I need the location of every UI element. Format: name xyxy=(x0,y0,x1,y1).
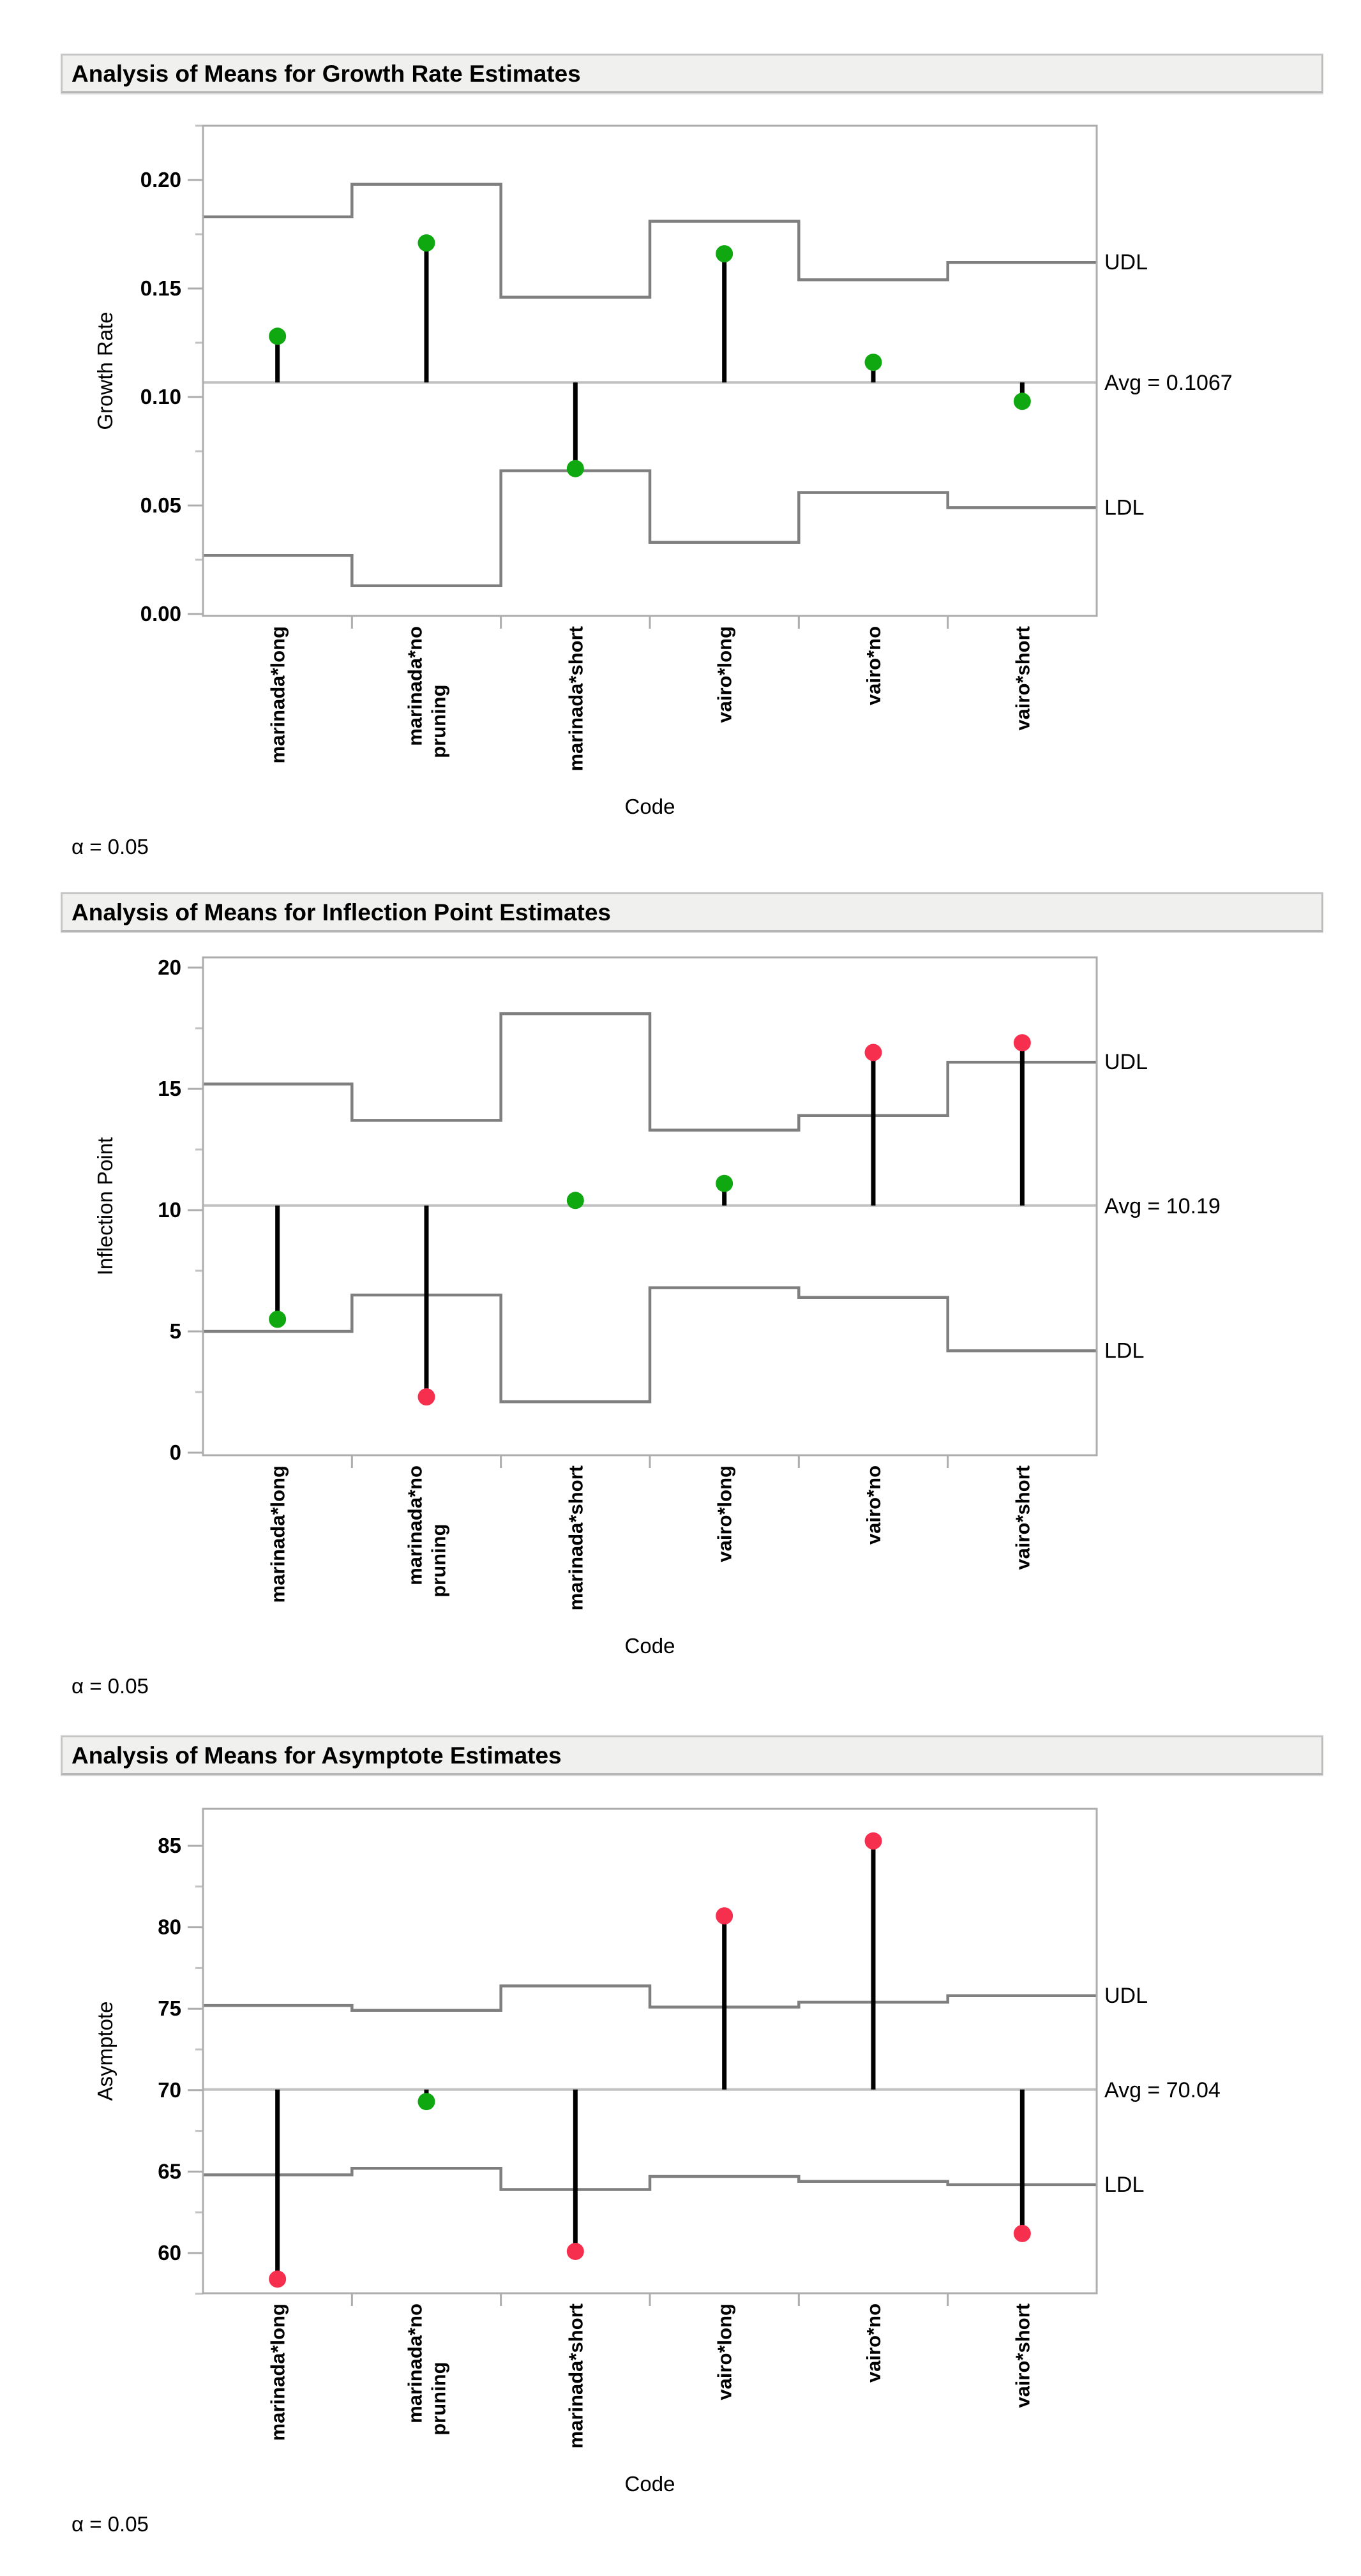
plot-frame xyxy=(203,1809,1097,2293)
x-axis-title: Code xyxy=(624,1634,675,1658)
y-axis-title: Inflection Point xyxy=(93,1137,117,1276)
x-category-label: vairo*short xyxy=(1011,626,1034,731)
y-tick-label: 5 xyxy=(169,1319,181,1343)
udl-label: UDL xyxy=(1104,250,1148,275)
avg-label: Avg = 70.04 xyxy=(1104,2078,1221,2102)
x-category-label: marinada*long xyxy=(266,1465,289,1603)
udl-step-line xyxy=(203,1986,1097,2010)
mean-point[interactable] xyxy=(269,1311,286,1328)
udl-step-line xyxy=(203,1014,1097,1130)
report-title-bar-growth-rate[interactable] xyxy=(61,54,1323,93)
mean-point[interactable] xyxy=(1014,2225,1031,2242)
anom-chart-growth-rate[interactable] xyxy=(0,94,1361,891)
y-tick-label: 0.05 xyxy=(140,493,181,517)
y-tick-label: 75 xyxy=(158,1996,181,2021)
x-category-label: vairo*short xyxy=(1011,2303,1034,2408)
x-category-label: marinada*long xyxy=(266,2303,289,2441)
y-tick-label: 0 xyxy=(169,1441,181,1464)
y-axis-title: Asymptote xyxy=(93,2001,117,2101)
report-title-growth-rate: Analysis of Means for Growth Rate Estimates xyxy=(71,61,581,87)
x-category-label: marinada*short xyxy=(564,2303,587,2449)
x-axis-title: Code xyxy=(624,2472,675,2496)
mean-point[interactable] xyxy=(1014,1034,1031,1051)
x-category-label: vairo*no xyxy=(862,626,885,706)
mean-point[interactable] xyxy=(865,1044,882,1061)
mean-point[interactable] xyxy=(418,234,435,251)
alpha-label: α = 0.05 xyxy=(71,835,149,858)
y-tick-label: 70 xyxy=(158,2078,181,2102)
y-tick-label: 15 xyxy=(158,1077,181,1100)
report-title-bar-inflection-point[interactable] xyxy=(61,892,1323,932)
mean-point[interactable] xyxy=(716,1907,733,1924)
ldl-step-line xyxy=(203,1288,1097,1402)
mean-point[interactable] xyxy=(1014,393,1031,410)
y-tick-label: 65 xyxy=(158,2159,181,2183)
x-category-label: vairo*long xyxy=(713,626,736,723)
x-category-label: vairo*short xyxy=(1011,1465,1034,1570)
y-axis-title: Growth Rate xyxy=(93,311,117,430)
y-tick-label: 80 xyxy=(158,1915,181,1939)
x-category-label: marinada*short xyxy=(564,625,587,772)
alpha-label: α = 0.05 xyxy=(71,2512,149,2536)
report-title-inflection-point: Analysis of Means for Inflection Point Estimates xyxy=(71,899,612,925)
x-category-label: vairo*no xyxy=(862,2303,885,2383)
ldl-label: LDL xyxy=(1104,495,1145,520)
udl-step-line xyxy=(203,184,1097,297)
y-tick-label: 60 xyxy=(158,2241,181,2265)
anom-chart-asymptote[interactable] xyxy=(0,1776,1361,2576)
avg-label: Avg = 0.1067 xyxy=(1104,371,1233,396)
mean-point[interactable] xyxy=(567,460,584,477)
mean-point[interactable] xyxy=(418,1388,435,1405)
mean-point[interactable] xyxy=(269,2270,286,2288)
x-category-label: pruning xyxy=(427,2362,450,2436)
y-tick-label: 0.10 xyxy=(140,385,181,408)
y-tick-label: 0.00 xyxy=(140,602,181,625)
x-category-label: marinada*long xyxy=(266,626,289,764)
x-category-label: pruning xyxy=(427,684,450,758)
x-category-label: marinada*no xyxy=(403,2303,426,2423)
y-tick-label: 85 xyxy=(158,1834,181,1857)
ldl-label: LDL xyxy=(1104,2172,1145,2197)
avg-label: Avg = 10.19 xyxy=(1104,1194,1221,1218)
mean-point[interactable] xyxy=(567,2243,584,2260)
x-category-label: pruning xyxy=(427,1524,450,1598)
report-title-bar-asymptote[interactable] xyxy=(61,1735,1323,1775)
mean-point[interactable] xyxy=(865,354,882,371)
ldl-step-line xyxy=(203,2168,1097,2189)
x-category-label: vairo*long xyxy=(713,1465,736,1562)
report-title-asymptote: Analysis of Means for Asymptote Estimates xyxy=(71,1742,562,1769)
mean-point[interactable] xyxy=(418,2093,435,2110)
x-category-label: marinada*no xyxy=(403,1465,426,1585)
x-category-label: vairo*long xyxy=(713,2303,736,2400)
y-tick-label: 0.15 xyxy=(140,276,181,300)
mean-point[interactable] xyxy=(716,245,733,262)
mean-point[interactable] xyxy=(865,1832,882,1850)
ldl-step-line xyxy=(203,471,1097,586)
mean-point[interactable] xyxy=(567,1192,584,1209)
udl-label: UDL xyxy=(1104,1050,1148,1075)
mean-point[interactable] xyxy=(269,327,286,345)
y-tick-label: 20 xyxy=(158,955,181,979)
ldl-label: LDL xyxy=(1104,1338,1145,1363)
y-tick-label: 10 xyxy=(158,1198,181,1222)
mean-point[interactable] xyxy=(716,1175,733,1192)
x-category-label: marinada*short xyxy=(564,1465,587,1611)
alpha-label: α = 0.05 xyxy=(71,1674,149,1698)
x-category-label: marinada*no xyxy=(403,626,426,746)
x-axis-title: Code xyxy=(624,795,675,818)
anom-chart-inflection-point[interactable] xyxy=(0,933,1361,1731)
y-tick-label: 0.20 xyxy=(140,168,181,191)
x-category-label: vairo*no xyxy=(862,1465,885,1545)
udl-label: UDL xyxy=(1104,1983,1148,2008)
